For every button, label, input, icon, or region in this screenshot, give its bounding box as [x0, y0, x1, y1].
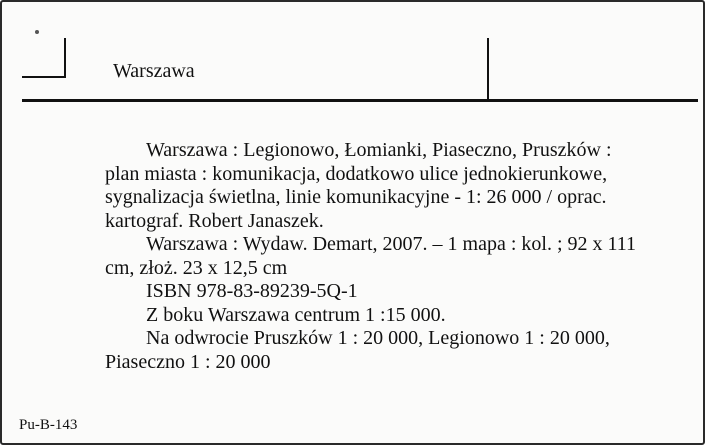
- header-divider-vertical: [487, 38, 489, 100]
- corner-rule-horizontal: [22, 76, 66, 78]
- publication-statement: Warszawa : Wydaw. Demart, 2007. – 1 mapa : kol. ; 92 x 111 cm, złoż. 23 x 12,5 cm: [105, 233, 637, 279]
- card-heading: Warszawa: [113, 60, 195, 82]
- corner-rule-vertical: [64, 38, 66, 78]
- hole-mark: [35, 30, 39, 34]
- title-statement: Warszawa : Legionowo, Łomianki, Piaseczno, Pruszków : plan miasta : komunikacja, dodatkowo ulice jednokierunkowe, sygnalizacja świetlna, linie komunikacyjne - 1: 26 000 / oprac. kartograf. Robert Janaszek.: [105, 139, 612, 232]
- header-divider-horizontal: [22, 99, 698, 102]
- isbn-line: ISBN 978-83-89239-5Q-1: [146, 280, 358, 302]
- note-reverse: Na odwrocie Pruszków 1 : 20 000, Legionowo 1 : 20 000, Piaseczno 1 : 20 000: [105, 327, 610, 373]
- shelfmark: Pu-B-143: [19, 417, 78, 433]
- note-side: Z boku Warszawa centrum 1 :15 000.: [146, 303, 446, 326]
- bibliographic-entry: [105, 139, 645, 374]
